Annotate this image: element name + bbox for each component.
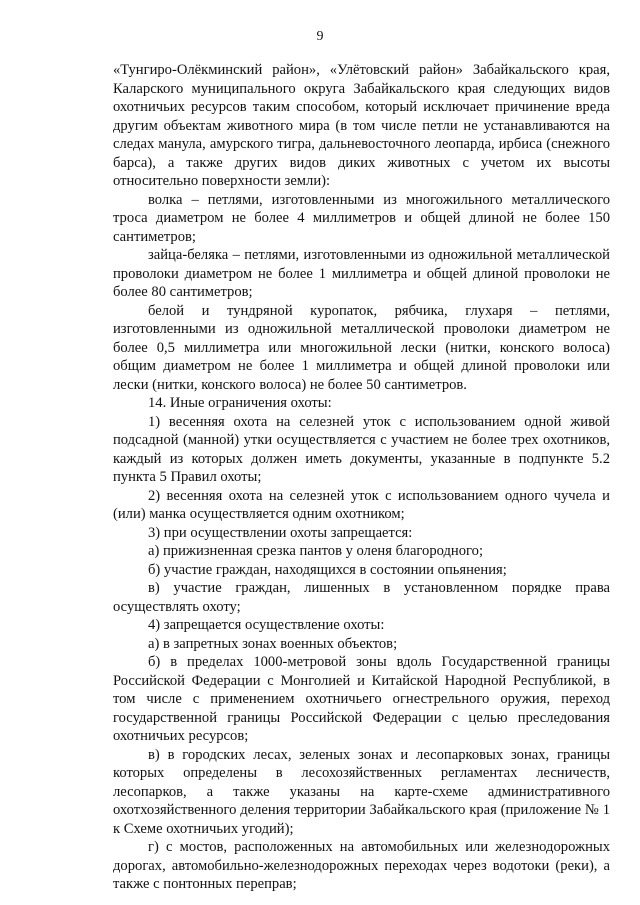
list-item-14-3-b: б) участие граждан, находящихся в состоянии опьянения; bbox=[148, 561, 507, 578]
list-item-14-3-v: в) участие граждан, лишенных в установленном порядке права осуществлять охоту; bbox=[113, 580, 610, 615]
list-item-14-3: 3) при осуществлении охоты запрещается: bbox=[148, 524, 413, 541]
list-item-14-4-b: б) в пределах 1000-метровой зоны вдоль Государственной границы Российской Федерации с Монголией и Китайской Народной Республикой, в том числе с применением охотничьего огнестрельного оружия, переход государственной границы Российской Федерации с целью преследования охотничьих ресурсов; bbox=[113, 654, 610, 744]
paragraph-birds: белой и тундряной куропаток, рябчика, глухаря – петлями, изготовленными из одножильной металлической проволоки диаметром не более 0,5 миллиметра или многожильной лески (нитки, конского волоса) общим диаметром не более 1 миллиметра и общей длиной проволоки или лески (нитки, конского волоса) не более 50 сантиметров. bbox=[113, 302, 610, 393]
list-item-14-4-a: а) в запретных зонах военных объектов; bbox=[148, 635, 398, 652]
paragraph-hare: зайца-беляка – петлями, изготовленными из одножильной металлической проволоки диаметром не более 1 миллиметра и общей длиной проволоки не более 80 сантиметров; bbox=[113, 247, 610, 300]
list-item-14-3-a: а) прижизненная срезка пантов у оленя благородного; bbox=[148, 543, 484, 559]
section-heading-14: 14. Иные ограничения охоты: bbox=[148, 395, 332, 411]
list-item-14-1: 1) весенняя охота на селезней уток с использованием одной живой подсадной (манной) утки осуществляется с участием не более трех охотников, каждый из которых должен иметь документы, указанные в подпункте 5.2 пункта 5 Правил охоты; bbox=[113, 413, 610, 485]
paragraph-wolf: волка – петлями, изготовленными из многожильного металлического троса диаметром не более 4 миллиметров и общей длиной не более 150 сантиметров; bbox=[113, 191, 610, 245]
list-item-14-4: 4) запрещается осуществление охоты: bbox=[148, 617, 385, 633]
list-item-14-4-v: в) в городских лесах, зеленых зонах и лесопарковых зонах, границы которых определены в лесохозяйственных регламентах лесничеств, лесопарков, а также указаны на карте-схеме административного охотхозяйственного деления территории Забайкальского края (приложение № 1 к Схеме охотничьих угодий); bbox=[113, 746, 610, 837]
paragraph-intro: «Тунгиро-Олёкминский район», «Улётовский район» Забайкальского края, Каларского муниципального округа Забайкальского края следующих видов охотничьих ресурсов таким способом, который исключает причинение вреда другим объектам животного мира (в том числе петли не устанавливаются на следах манула, амурского тигра, дальневосточного леопарда, ирбиса (снежного барса), а также других видов диких животных с учетом их высоты относительно поверхности земли): bbox=[113, 62, 610, 189]
list-item-14-2: 2) весенняя охота на селезней уток с использованием одного чучела и (или) манка осуществляется одним охотником; bbox=[113, 487, 610, 522]
list-item-14-4-g: г) с мостов, расположенных на автомобильных или железнодорожных дорогах, автомобильно-железнодорожных переходах через водотоки (реки), а также с понтонных переправ; bbox=[113, 839, 610, 892]
document-body bbox=[113, 61, 610, 894]
page-number: 9 bbox=[316, 29, 324, 44]
